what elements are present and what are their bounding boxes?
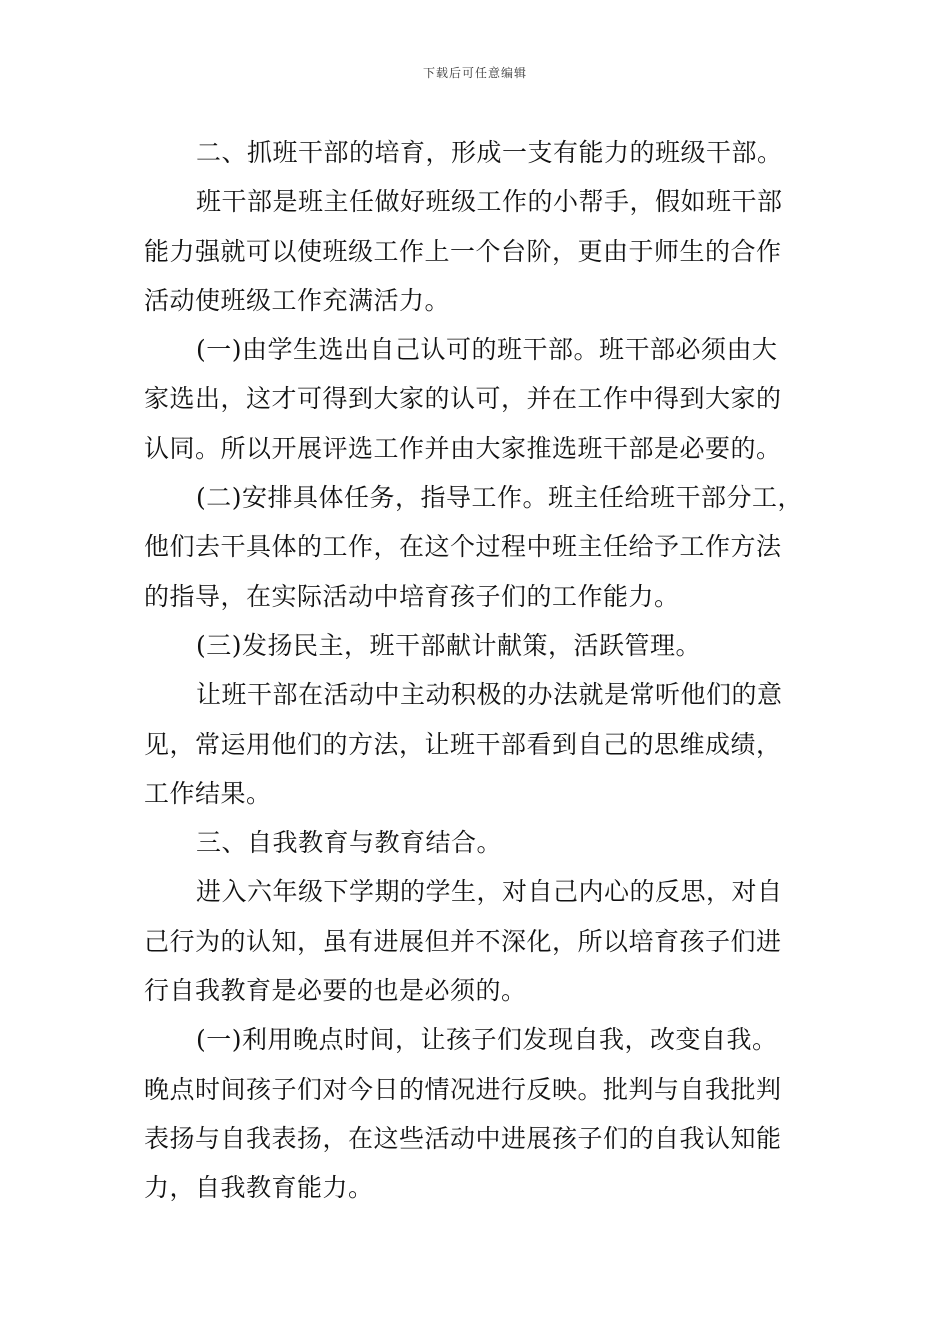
paragraph-line: 力，自我教育能力。 <box>144 1173 374 1203</box>
paragraph-line: 能力强就可以使班级工作上一个台阶，更由于师生的合作 <box>144 236 782 266</box>
paragraph-line: (一)由学生选出自己认可的班干部。班干部必须由大 <box>196 335 778 365</box>
paragraph-line: 活动使班级工作充满活力。 <box>144 285 451 315</box>
paragraph-line: (二)安排具体任务，指导工作。班主任给班干部分工， <box>196 483 804 513</box>
paragraph-line: 进入六年级下学期的学生，对自己内心的反思，对自 <box>196 877 783 907</box>
paragraph-line: 班干部是班主任做好班级工作的小帮手，假如班干部 <box>196 187 783 217</box>
section-heading: 三、自我教育与教育结合。 <box>196 828 503 858</box>
paragraph-line: 让班干部在活动中主动积极的办法就是常听他们的意 <box>196 680 783 710</box>
paragraph-line: 工作结果。 <box>144 778 272 808</box>
section-heading: 二、抓班干部的培育，形成一支有能力的班级干部。 <box>196 138 783 167</box>
paragraph-line: (三)发扬民主，班干部献计献策，活跃管理。 <box>196 630 702 660</box>
paragraph-line: 见，常运用他们的方法，让班干部看到自己的思维成绩， <box>144 729 782 759</box>
paragraph-line: 他们去干具体的工作，在这个过程中班主任给予工作方法 <box>144 532 782 562</box>
paragraph-line: 认同。所以开展评选工作并由大家推选班干部是必要的。 <box>144 433 782 463</box>
paragraph-line: 表扬与自我表扬，在这些活动中进展孩子们的自我认知能 <box>144 1123 782 1153</box>
paragraph-line: 晚点时间孩子们对今日的情况进行反映。批判与自我批判 <box>144 1074 782 1104</box>
document-body <box>144 128 814 1213</box>
paragraph-line: (一)利用晚点时间，让孩子们发现自我，改变自我。 <box>196 1025 778 1055</box>
page-header: 下载后可任意编辑 <box>422 66 527 80</box>
paragraph-line: 家选出，这才可得到大家的认可，并在工作中得到大家的 <box>144 384 782 414</box>
paragraph-line: 己行为的认知，虽有进展但并不深化，所以培育孩子们进 <box>144 926 782 956</box>
paragraph-line: 的指导，在实际活动中培育孩子们的工作能力。 <box>144 581 680 611</box>
paragraph-line: 行自我教育是必要的也是必须的。 <box>144 976 527 1006</box>
